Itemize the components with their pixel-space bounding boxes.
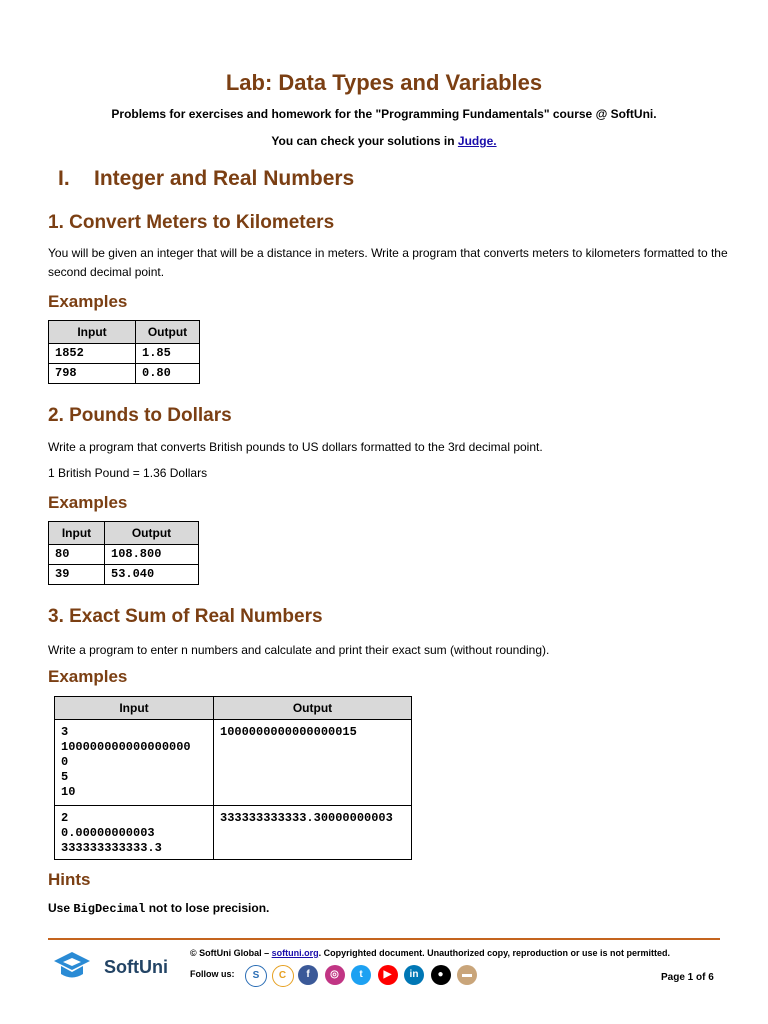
table-row bbox=[49, 565, 199, 585]
table-header: Input bbox=[49, 321, 136, 344]
table-cell: 333333333333.30000000003 bbox=[214, 806, 412, 860]
hint-suffix: not to lose precision. bbox=[145, 901, 270, 915]
table-cell: 1000000000000000015 bbox=[214, 720, 412, 806]
instagram-icon[interactable]: ◎ bbox=[325, 965, 345, 985]
problem1-examples-label: Examples bbox=[48, 292, 128, 311]
table-row bbox=[55, 806, 412, 860]
hint-text bbox=[48, 899, 728, 919]
page-subtitle: Problems for exercises and homework for the "Programming Fundamentals" course @ SoftUni. bbox=[111, 107, 657, 121]
problem2-rate: 1 British Pound = 1.36 Dollars bbox=[48, 466, 208, 480]
copyright-suffix: . Copyrighted document. Unauthorized copy, reproduction or use is not permitted. bbox=[318, 948, 670, 958]
table-row bbox=[49, 344, 200, 364]
judge-prefix: You can check your solutions in bbox=[271, 134, 458, 148]
softuni-logo-text: SoftUni bbox=[104, 957, 168, 977]
table-row bbox=[49, 364, 200, 384]
copyright-line bbox=[190, 948, 670, 958]
table-cell: 1852 bbox=[49, 344, 136, 364]
table-row bbox=[49, 545, 199, 565]
problem1-desc: You will be given an integer that will be a distance in meters. Write a program that converts meters to kilometers formatted to the second decimal point. bbox=[48, 246, 728, 279]
table-cell: 2 0.00000000003 333333333333.3 bbox=[55, 806, 214, 860]
footer-divider bbox=[48, 938, 720, 940]
problem2-title: 2. Pounds to Dollars bbox=[48, 405, 232, 426]
table-cell: 53.040 bbox=[105, 565, 199, 585]
table-header: Output bbox=[105, 522, 199, 545]
problem2-examples-table bbox=[48, 521, 199, 585]
hint-prefix: Use bbox=[48, 901, 74, 915]
page-number: Page 1 of 6 bbox=[661, 972, 714, 983]
hint-code: BigDecimal bbox=[73, 902, 146, 916]
table-header: Input bbox=[55, 697, 214, 720]
softuni-logo[interactable] bbox=[52, 948, 182, 988]
table-cell: 108.800 bbox=[105, 545, 199, 565]
table-cell: 80 bbox=[49, 545, 105, 565]
facebook-icon[interactable]: f bbox=[298, 965, 318, 985]
table-header: Output bbox=[214, 697, 412, 720]
twitter-icon[interactable]: t bbox=[351, 965, 371, 985]
softuni-logo-icon bbox=[52, 948, 92, 984]
problem3-title: 3. Exact Sum of Real Numbers bbox=[48, 606, 323, 627]
problem1-title: 1. Convert Meters to Kilometers bbox=[48, 212, 335, 233]
section-title: Integer and Real Numbers bbox=[94, 167, 355, 190]
table-cell: 1.85 bbox=[136, 344, 200, 364]
problem3-examples-table bbox=[54, 696, 412, 860]
table-cell: 798 bbox=[49, 364, 136, 384]
github-icon[interactable]: ● bbox=[431, 965, 451, 985]
blog-icon[interactable]: ▬ bbox=[457, 965, 477, 985]
hints-label: Hints bbox=[48, 870, 91, 889]
softuni-creative-icon[interactable]: C bbox=[272, 965, 294, 987]
softuni-icon[interactable]: S bbox=[245, 965, 267, 987]
copyright-prefix: © SoftUni Global – bbox=[190, 948, 272, 958]
table-row bbox=[55, 720, 412, 806]
table-cell: 0.80 bbox=[136, 364, 200, 384]
table-header: Input bbox=[49, 522, 105, 545]
problem2-desc: Write a program that converts British pounds to US dollars formatted to the 3rd decimal point. bbox=[48, 440, 543, 454]
table-cell: 39 bbox=[49, 565, 105, 585]
judge-link[interactable]: Judge. bbox=[457, 134, 497, 148]
problem1-examples-table bbox=[48, 320, 200, 384]
youtube-icon[interactable]: ▶ bbox=[378, 965, 398, 985]
problem2-examples-label: Examples bbox=[48, 493, 128, 512]
judge-line bbox=[0, 134, 768, 148]
table-cell: 3 100000000000000000 0 5 10 bbox=[55, 720, 214, 806]
follow-us-label: Follow us: bbox=[190, 969, 235, 979]
softuni-org-link[interactable]: softuni.org bbox=[271, 948, 319, 958]
page-title: Lab: Data Types and Variables bbox=[225, 70, 543, 95]
table-header: Output bbox=[136, 321, 200, 344]
linkedin-icon[interactable]: in bbox=[404, 965, 424, 985]
problem3-examples-label: Examples bbox=[48, 667, 128, 686]
section-number: I. bbox=[58, 167, 70, 190]
problem3-desc: Write a program to enter n numbers and calculate and print their exact sum (without rounding). bbox=[48, 643, 550, 657]
